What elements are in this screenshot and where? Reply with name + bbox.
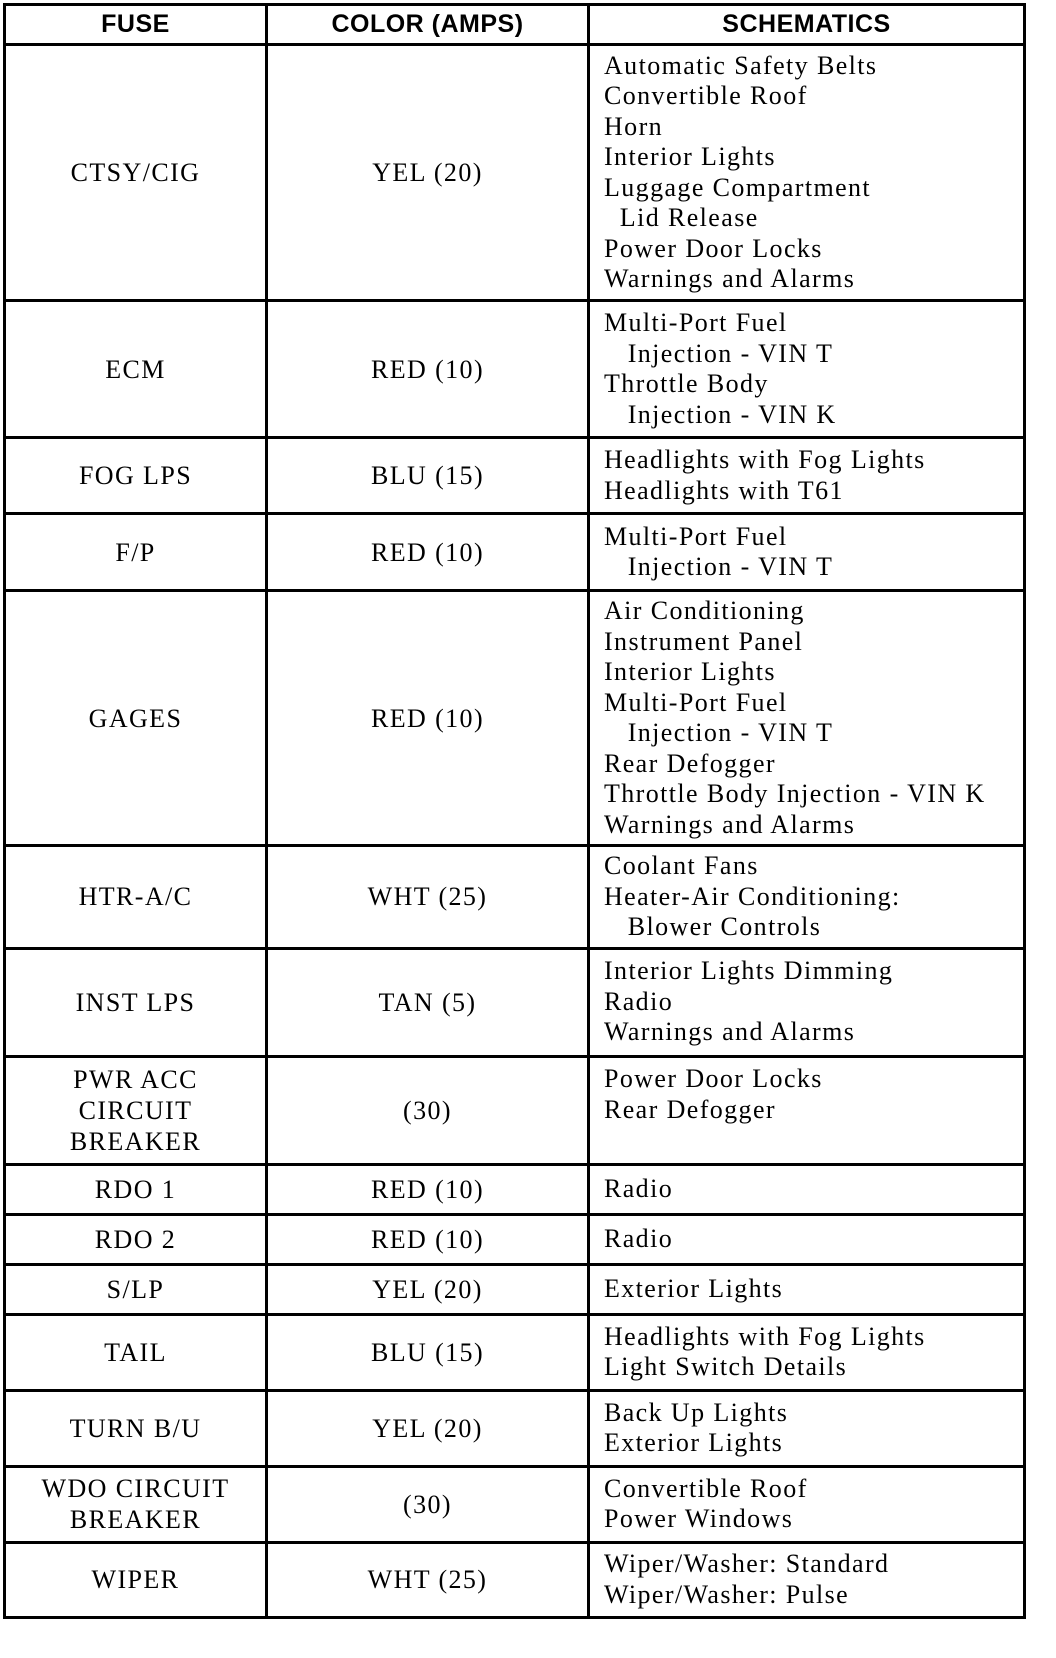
fuse-schematics-cell: Headlights with Fog Lights Headlights with T61 (589, 438, 1025, 514)
fuse-color-amps-cell: (30) (267, 1466, 589, 1542)
fuse-color-amps-cell: RED (10) (267, 1214, 589, 1264)
fuse-schematics-cell: Air Conditioning Instrument Panel Interior Lights Multi-Port Fuel Injection - VIN T Rear Defogger Throttle Body Injection - VIN K Warnings and Alarms (589, 591, 1025, 846)
fuse-color-amps-cell: (30) (267, 1056, 589, 1164)
table-row (5, 438, 1025, 514)
table-row (5, 1466, 1025, 1542)
fuse-schematics-cell: Radio (589, 1214, 1025, 1264)
fuse-schematics-cell: Interior Lights Dimming Radio Warnings and Alarms (589, 948, 1025, 1056)
fuse-name-cell: TURN B/U (5, 1390, 267, 1466)
fuse-schematics-cell: Automatic Safety Belts Convertible Roof Horn Interior Lights Luggage Compartment Lid Release Power Door Locks Warnings and Alarms (589, 45, 1025, 301)
header-color-amps: COLOR (AMPS) (267, 5, 589, 45)
table-header (5, 5, 1025, 45)
table-row (5, 301, 1025, 438)
fuse-color-amps-cell: WHT (25) (267, 846, 589, 949)
header-fuse: FUSE (5, 5, 267, 45)
fuse-color-amps-cell: YEL (20) (267, 1390, 589, 1466)
fuse-schematics-cell: Radio (589, 1164, 1025, 1214)
fuse-schematics-cell: Multi-Port Fuel Injection - VIN T (589, 514, 1025, 591)
table-row (5, 948, 1025, 1056)
table-row (5, 1214, 1025, 1264)
table-row (5, 1264, 1025, 1314)
fuse-color-amps-cell: RED (10) (267, 591, 589, 846)
table-row (5, 1542, 1025, 1617)
fuse-name-cell: GAGES (5, 591, 267, 846)
fuse-name-cell: CTSY/CIG (5, 45, 267, 301)
fuse-schematics-cell: Headlights with Fog Lights Light Switch Details (589, 1314, 1025, 1390)
fuse-name-cell: S/LP (5, 1264, 267, 1314)
fuse-name-cell: HTR-A/C (5, 846, 267, 949)
fuse-schematics-cell: Coolant Fans Heater-Air Conditioning: Blower Controls (589, 846, 1025, 949)
fuse-color-amps-cell: TAN (5) (267, 948, 589, 1056)
fuse-schematics-cell: Power Door Locks Rear Defogger (589, 1056, 1025, 1164)
table-row (5, 1056, 1025, 1164)
table-row (5, 1314, 1025, 1390)
header-schematics: SCHEMATICS (589, 5, 1025, 45)
table-body (5, 45, 1025, 1618)
fuse-table (3, 3, 1026, 1619)
fuse-name-cell: RDO 1 (5, 1164, 267, 1214)
fuse-schematics-cell: Convertible Roof Power Windows (589, 1466, 1025, 1542)
fuse-schematics-cell: Back Up Lights Exterior Lights (589, 1390, 1025, 1466)
header-row (5, 5, 1025, 45)
fuse-schematics-cell: Exterior Lights (589, 1264, 1025, 1314)
table-row (5, 591, 1025, 846)
fuse-name-cell: FOG LPS (5, 438, 267, 514)
fuse-schematics-cell: Wiper/Washer: Standard Wiper/Washer: Pulse (589, 1542, 1025, 1617)
fuse-name-cell: WDO CIRCUIT BREAKER (5, 1466, 267, 1542)
fuse-name-cell: INST LPS (5, 948, 267, 1056)
fuse-color-amps-cell: RED (10) (267, 301, 589, 438)
fuse-name-cell: WIPER (5, 1542, 267, 1617)
fuse-color-amps-cell: BLU (15) (267, 1314, 589, 1390)
fuse-schematics-cell: Multi-Port Fuel Injection - VIN T Throttle Body Injection - VIN K (589, 301, 1025, 438)
fuse-color-amps-cell: RED (10) (267, 1164, 589, 1214)
fuse-name-cell: TAIL (5, 1314, 267, 1390)
table-row (5, 45, 1025, 301)
fuse-name-cell: F/P (5, 514, 267, 591)
fuse-color-amps-cell: YEL (20) (267, 1264, 589, 1314)
fuse-name-cell: ECM (5, 301, 267, 438)
fuse-name-cell: PWR ACC CIRCUIT BREAKER (5, 1056, 267, 1164)
fuse-color-amps-cell: RED (10) (267, 514, 589, 591)
table-row (5, 514, 1025, 591)
fuse-color-amps-cell: YEL (20) (267, 45, 589, 301)
table-row (5, 846, 1025, 949)
fuse-color-amps-cell: WHT (25) (267, 1542, 589, 1617)
table-row (5, 1390, 1025, 1466)
fuse-name-cell: RDO 2 (5, 1214, 267, 1264)
table-row (5, 1164, 1025, 1214)
fuse-color-amps-cell: BLU (15) (267, 438, 589, 514)
